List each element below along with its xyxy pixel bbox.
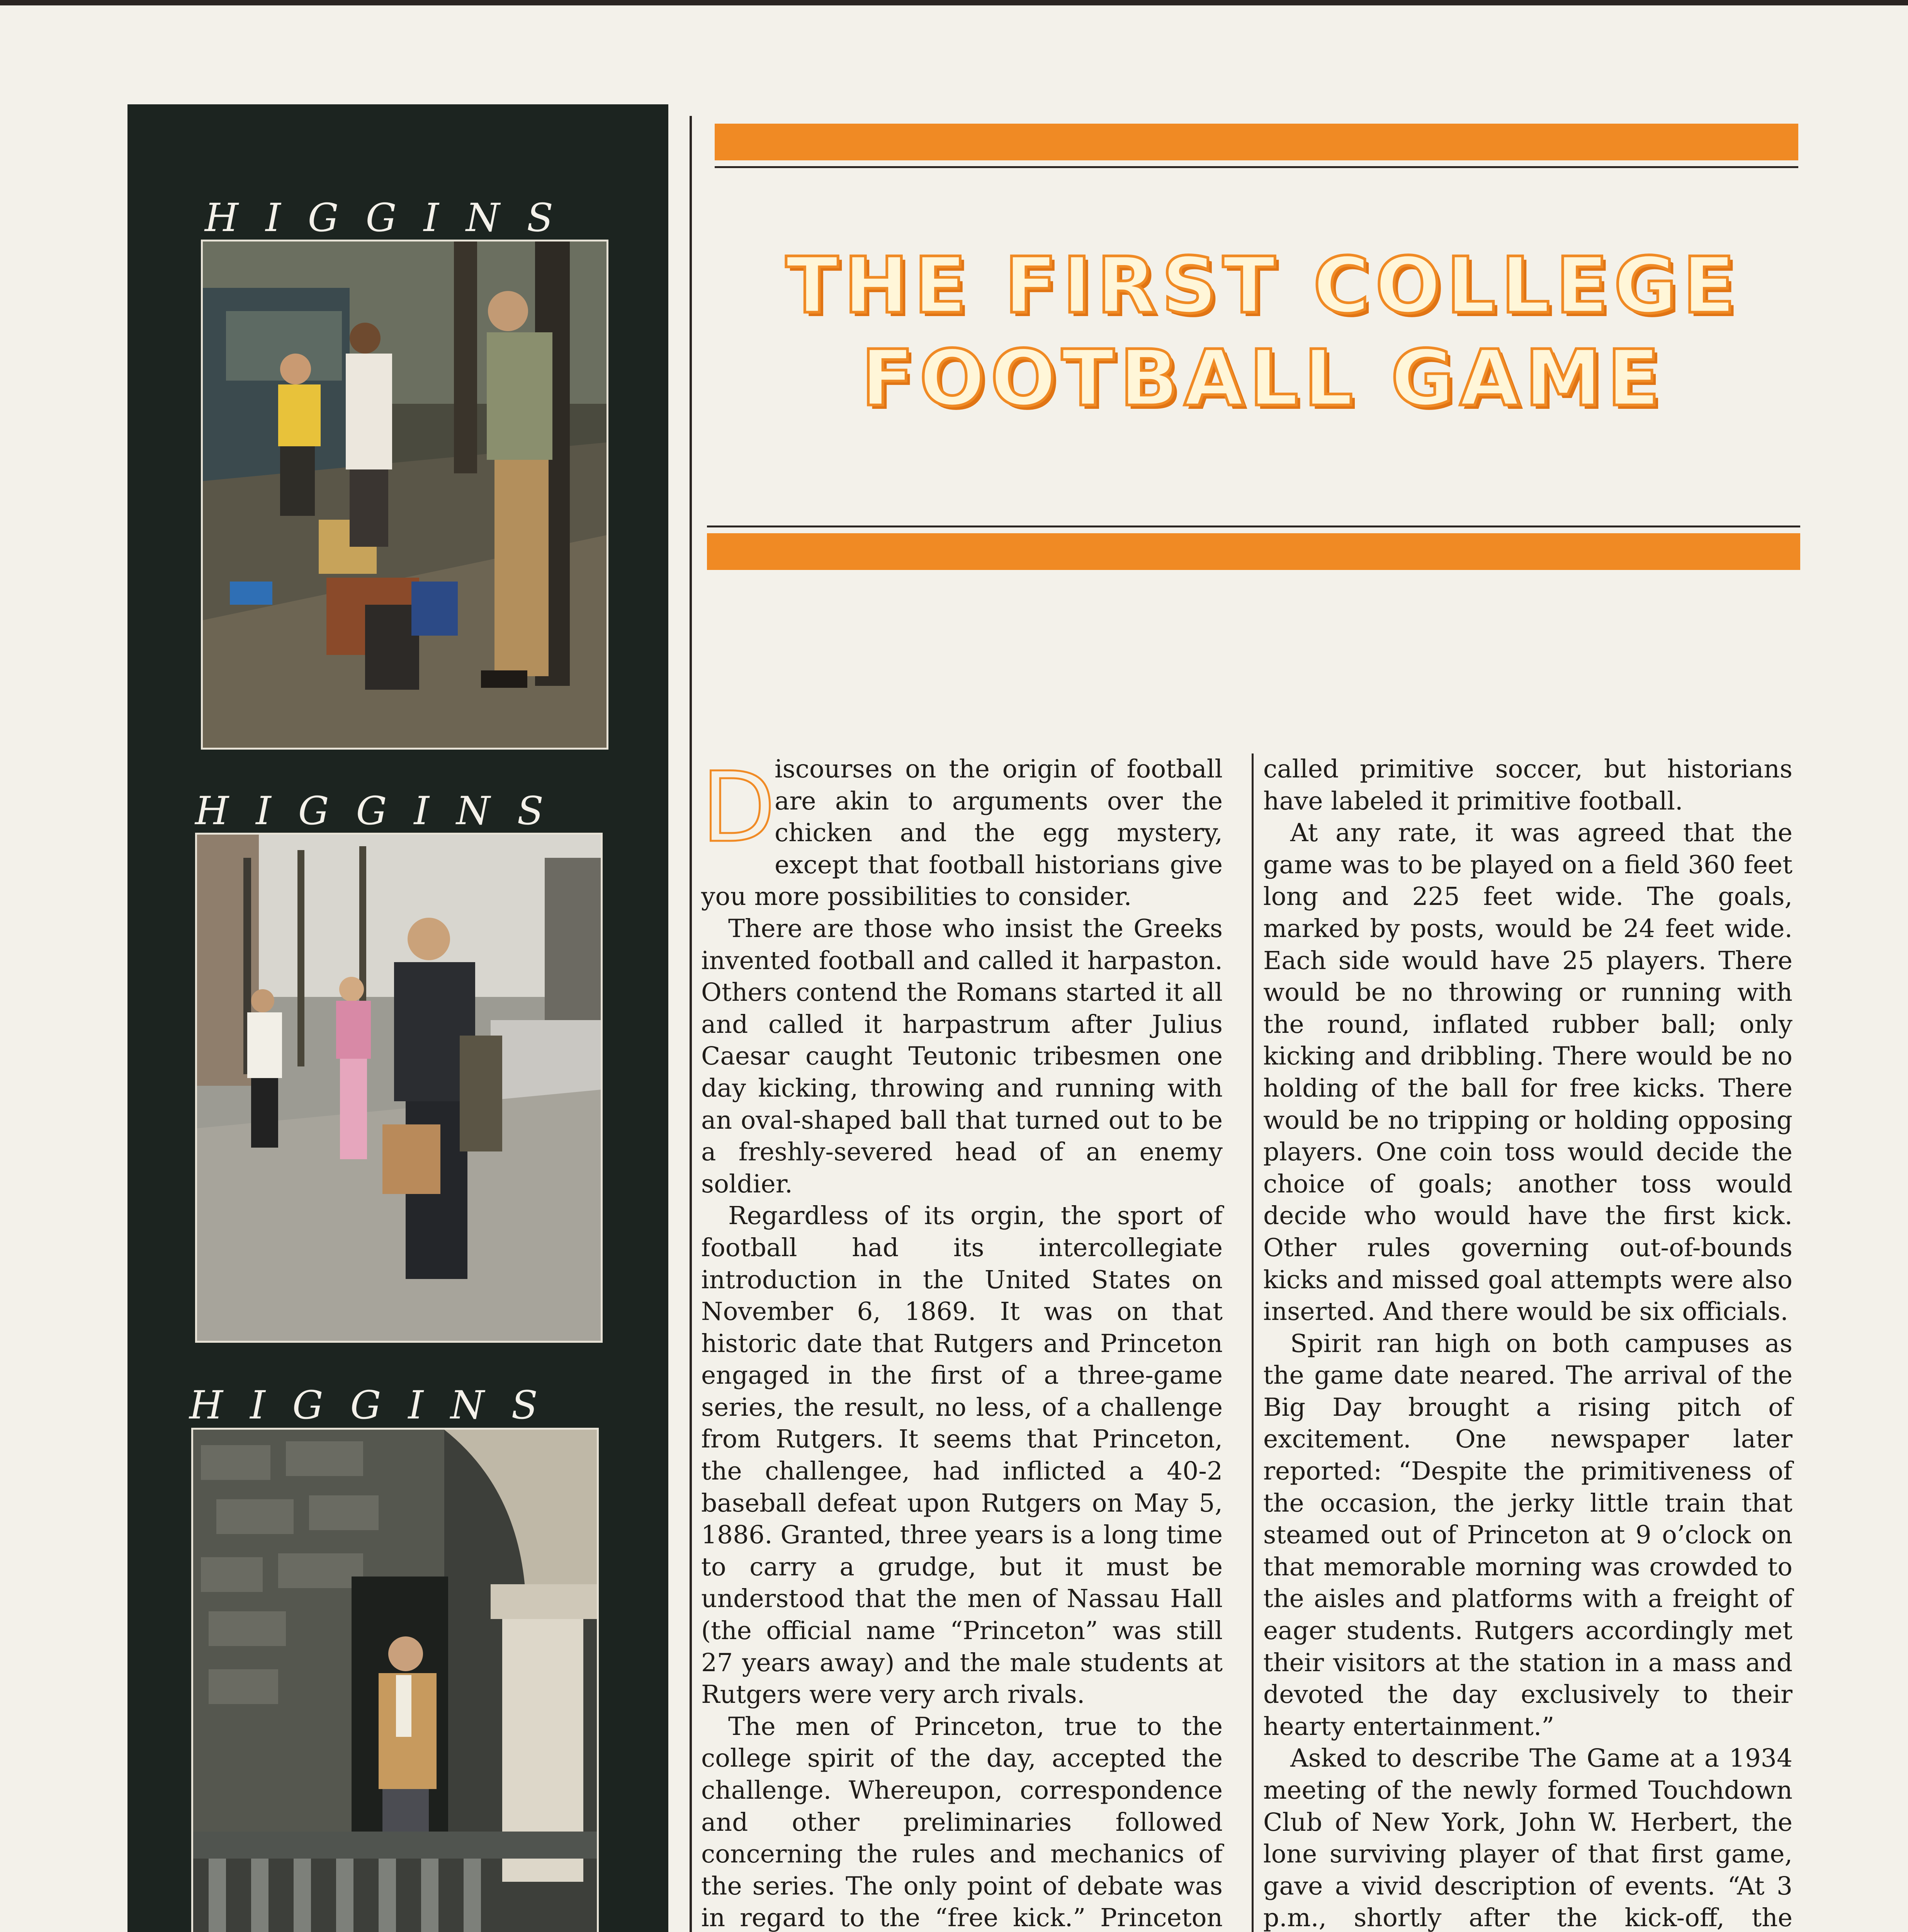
article-column-1 xyxy=(701,753,1223,1932)
ad-photo-stone-archway xyxy=(191,1428,599,1932)
higgins-advertisement xyxy=(127,104,668,1932)
title-line-2: FOOTBALL GAME xyxy=(861,333,1665,423)
paragraph: called primitive soccer, but historians have labeled it primitive football. xyxy=(1263,755,1792,816)
center-column-rule xyxy=(1252,753,1254,1932)
top-edge-rule xyxy=(0,0,1908,5)
thin-rule-top xyxy=(715,166,1798,168)
paragraph-text: iscourses on the origin of football are akin to arguments over the chicken and the egg mystery, except that football historians give you more possibilities to consider. xyxy=(701,755,1223,912)
drop-cap: D xyxy=(701,751,776,864)
article-title xyxy=(707,240,1820,425)
paragraph: Asked to describe The Game at a 1934 meeting of the newly formed Touchdown Club of New York, John W. Herbert, the lone surviving player of that first game, gave a vivid description of events. “At 3 p.m., shortly after the kick-off, the xyxy=(1263,1744,1792,1932)
ad-photo-train-platform xyxy=(201,240,608,750)
paragraph: The men of Princeton, true to the college spirit of the day, accepted the challenge. Whereupon, correspondence and other preliminaries followed concerning the rules and mechanics of the series. The only point of debate was in regard to the “free kick.” Princeton xyxy=(701,1712,1223,1932)
brand-wordmark-1: HIGGINS xyxy=(205,195,580,240)
article-column-2 xyxy=(1263,753,1792,1932)
brand-wordmark-2: HIGGINS xyxy=(195,788,571,833)
ad-photo-city-street xyxy=(195,833,603,1343)
title-line-1: THE FIRST COLLEGE xyxy=(785,241,1741,331)
paragraph: There are those who insist the Greeks invented football and called it harpaston. Others contend the Romans started it all and called it harpastrum after Julius Caesar caught Teutonic tribesmen one day kicking, throwing and running with an oval-shaped ball that turned out to be a freshly-severed head of an enemy soldier. xyxy=(701,914,1223,1199)
paragraph: Spirit ran high on both campuses as the game date neared. The arrival of the Big Day brought a rising pitch of excitement. One newspaper later reported: “Despite the primitiveness of the occasion, the jerky little train that steamed out of Princeton at 9 o’clock on that memorable morning was crowded to the aisles and platforms with a freight of eager students. Rutgers accordingly met their visitors at the station in a mass and devoted the day exclusively to their hearty entertainment.” xyxy=(1263,1329,1792,1741)
paragraph xyxy=(701,753,1223,913)
paragraph: Regardless of its orgin, the sport of football had its intercollegiate introduction in the United States on November 6, 1869. It was on that historic date that Rutgers and Princeton engaged in the first of a three-game series, the result, no less, of a challenge from Rutgers. It seems that Princeton, the challengee, had inflicted a 40-2 baseball defeat upon Rutgers on May 5, 1886. Granted, three years is a long time to carry a grudge, but it must be understood that the men of Nassau Hall (the official name “Princeton” was still 27 years away) and the male students at Rutgers were very arch rivals. xyxy=(701,1201,1223,1709)
paragraph: At any rate, it was agreed that the game was to be played on a field 360 feet long and 225 feet wide. The goals, marked by posts, would be 24 feet wide. Each side would have 25 players. There would be no throwing or running with the round, inflated rubber ball; only kicking and dribbling. There would be no holding of the ball for free kicks. There would be no tripping or holding opposing players. One coin toss would decide the choice of goals; another toss would decide who would have the first kick. Other rules governing out-of-bounds kicks and missed goal attempts were also inserted. And there would be six officials. xyxy=(1263,818,1792,1327)
left-column-rule xyxy=(690,116,692,1932)
orange-stripe-top xyxy=(715,124,1798,160)
brand-wordmark-3: HIGGINS xyxy=(189,1383,565,1428)
thin-rule-bottom xyxy=(707,526,1800,527)
orange-stripe-bottom xyxy=(707,533,1800,570)
